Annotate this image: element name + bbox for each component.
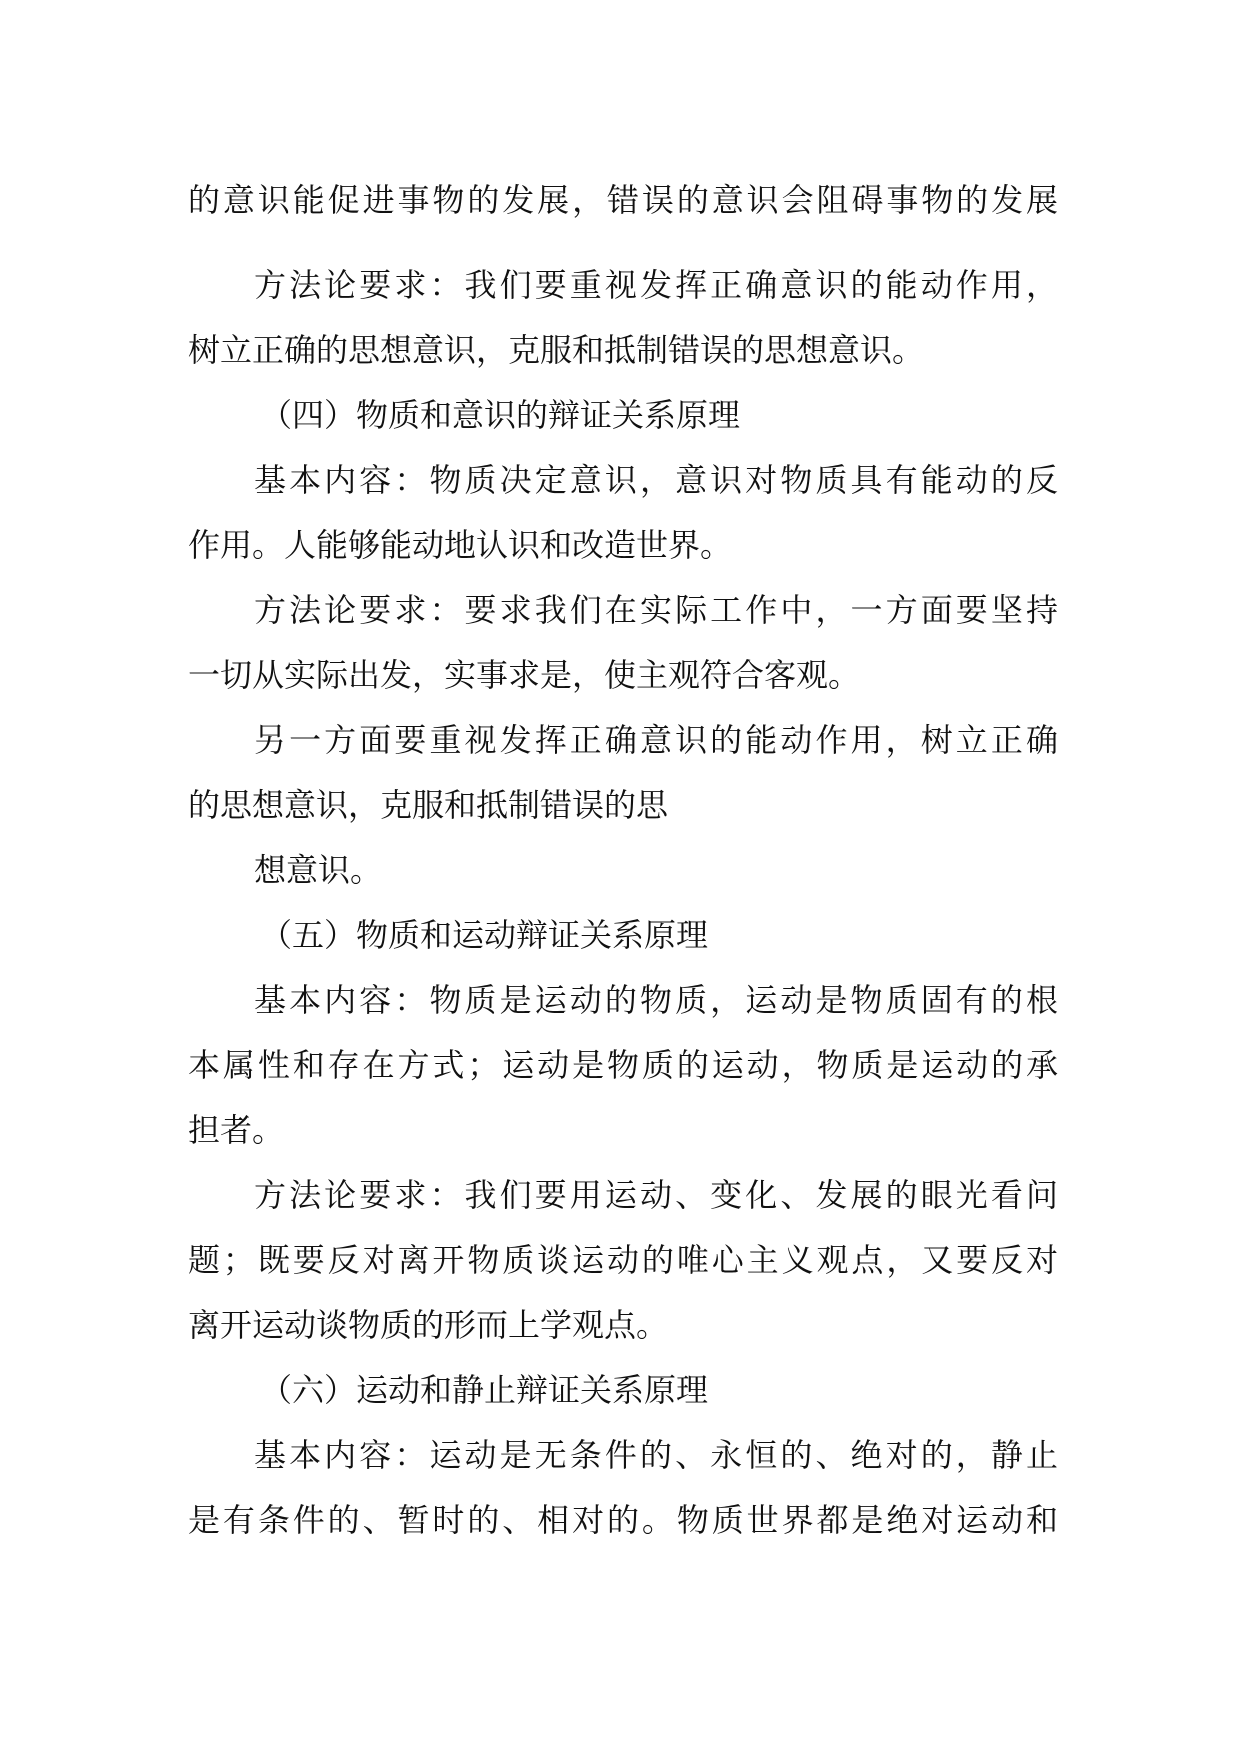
text-line: 另一方面要重视发挥正确意识的能动作用，树立正确: [254, 721, 1058, 759]
section-heading: （六）运动和静止辩证关系原理: [260, 1371, 709, 1409]
text-line: 方法论要求：我们要重视发挥正确意识的能动作用，: [254, 266, 1058, 304]
document-body: [188, 168, 1058, 1553]
text-line: 离开运动谈物质的形而上学观点。: [188, 1306, 669, 1344]
text-line: 一切从实际出发，实事求是，使主观符合客观。: [188, 656, 861, 694]
text-line: 基本内容：物质决定意识，意识对物质具有能动的反: [254, 461, 1058, 499]
paragraph-gap: [188, 233, 1058, 253]
text-line: 题；既要反对离开物质谈运动的唯心主义观点，又要反对: [188, 1241, 1058, 1279]
text-line: 基本内容：物质是运动的物质，运动是物质固有的根: [254, 981, 1058, 1019]
text-line: 作用。人能够能动地认识和改造世界。: [188, 526, 733, 564]
section-heading: （五）物质和运动辩证关系原理: [260, 916, 709, 954]
text-line: 方法论要求：要求我们在实际工作中，一方面要坚持: [254, 591, 1058, 629]
section-heading: （四）物质和意识的辩证关系原理: [260, 396, 741, 434]
text-line: 树立正确的思想意识，克服和抵制错误的思想意识。: [188, 331, 925, 369]
text-line: 本属性和存在方式；运动是物质的运动，物质是运动的承: [188, 1046, 1058, 1084]
text-line: 是有条件的、暂时的、相对的。物质世界都是绝对运动和: [188, 1501, 1058, 1539]
text-line: 想意识。: [254, 851, 383, 889]
text-line: 担者。: [188, 1111, 285, 1149]
text-line: 的意识能促进事物的发展，错误的意识会阻碍事物的发展: [188, 181, 1058, 219]
text-line: 的思想意识，克服和抵制错误的思: [188, 786, 669, 824]
text-line: 方法论要求：我们要用运动、变化、发展的眼光看问: [254, 1176, 1058, 1214]
text-line: 基本内容：运动是无条件的、永恒的、绝对的，静止: [254, 1436, 1058, 1474]
